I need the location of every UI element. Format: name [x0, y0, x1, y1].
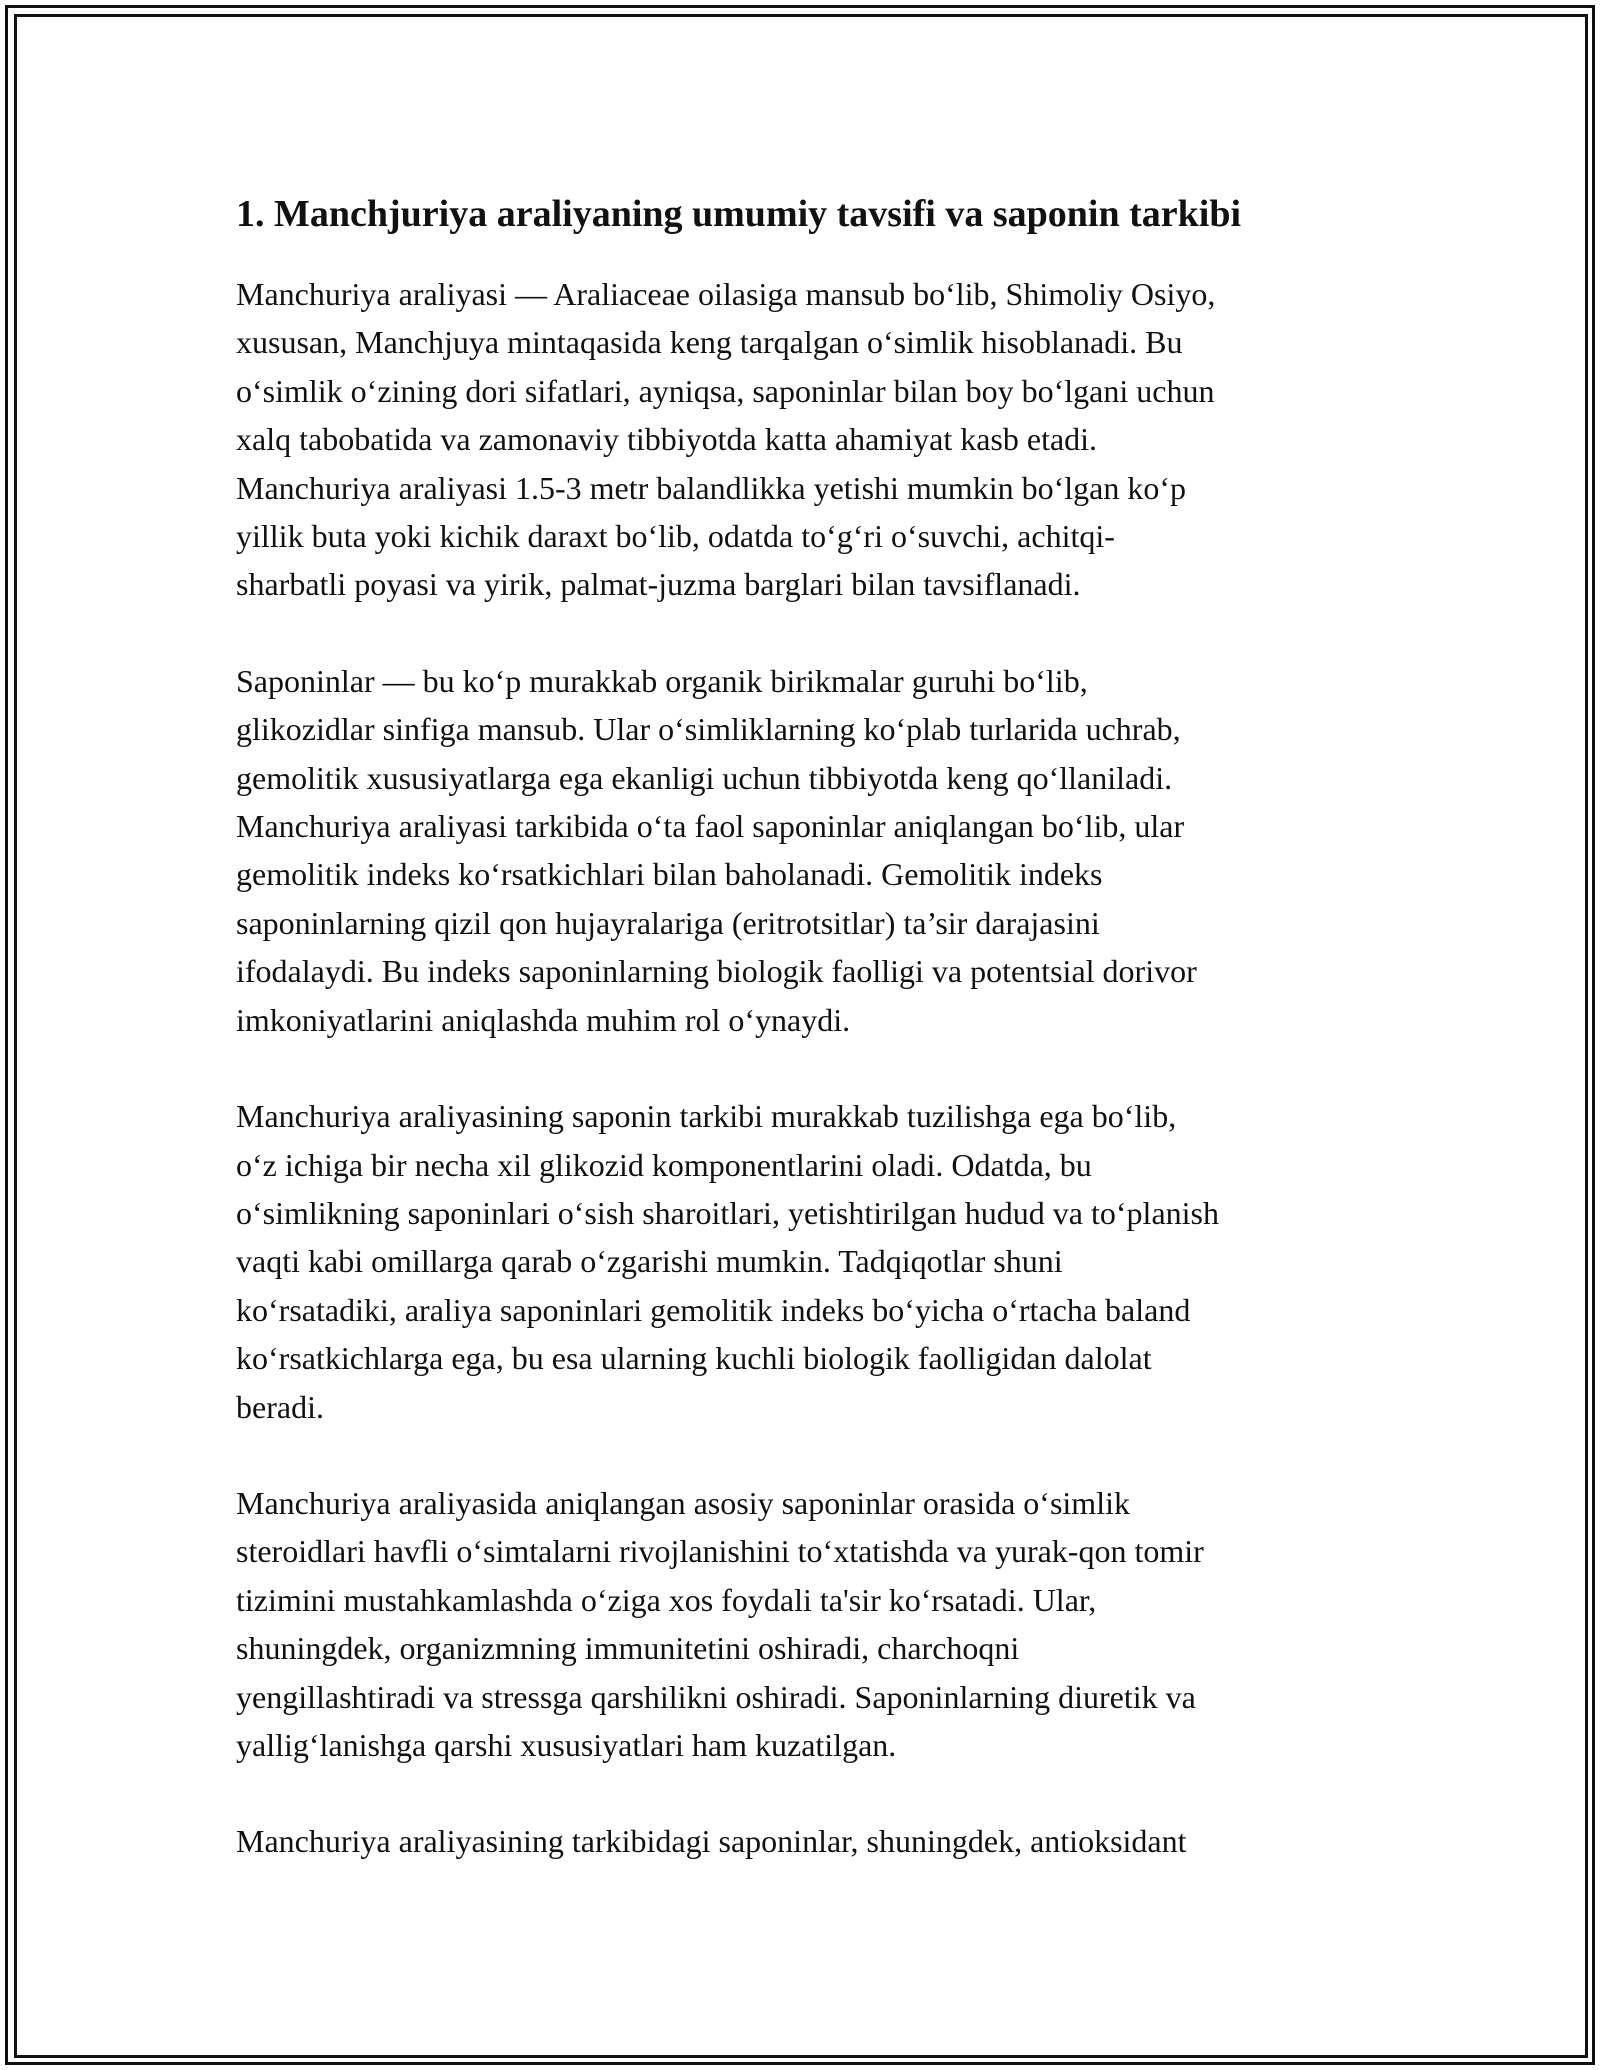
paragraph-line: xalq tabobatida va zamonaviy tibbiyotda katta ahamiyat kasb etadi. — [236, 421, 1098, 458]
paragraph-line: ko‘rsatadiki, araliya saponinlari gemolitik indeks bo‘yicha o‘rtacha baland — [236, 1291, 1191, 1328]
paragraph-line: Manchuriya araliyasida aniqlangan asosiy saponinlar orasida o‘simlik — [236, 1484, 1130, 1521]
paragraph-line: Saponinlar — bu ko‘p murakkab organik birikmalar guruhi bo‘lib, — [236, 662, 1088, 699]
paragraph-line: Manchuriya araliyasi — Araliaceae oilasiga mansub bo‘lib, Shimoliy Osiyo, — [236, 276, 1216, 312]
paragraph-line: imkoniyatlarini aniqlashda muhim rol o‘ynaydi. — [236, 1001, 851, 1038]
paragraph-line: Manchuriya araliyasi tarkibida o‘ta faol saponinlar aniqlangan bo‘lib, ular — [236, 808, 1185, 845]
paragraph-line: ko‘rsatkichlarga ega, bu esa ularning kuchli biologik faolligidan dalolat — [236, 1340, 1152, 1377]
paragraph-line: o‘simlikning saponinlari o‘sish sharoitlari, yetishtirilgan hudud va to‘planish — [236, 1194, 1219, 1231]
paragraph-line: gemolitik xususiyatlarga ega ekanligi uchun tibbiyotda keng qo‘llaniladi. — [236, 759, 1173, 796]
paragraph — [236, 657, 1371, 1044]
paragraph-line: Manchuriya araliyasi 1.5-3 metr balandlikka yetishi mumkin bo‘lgan ko‘p — [236, 469, 1186, 506]
paragraph — [236, 1817, 1371, 1865]
paragraph-line: Manchuriya araliyasining saponin tarkibi murakkab tuzilishga ega bo‘lib, — [236, 1098, 1177, 1135]
paragraph-line: saponinlarning qizil qon hujayralariga (eritrotsitlar) ta’sir darajasini — [236, 904, 1100, 941]
paragraph-line: gemolitik indeks ko‘rsatkichlari bilan baholanadi. Gemolitik indeks — [236, 856, 1103, 893]
paragraph — [236, 270, 1371, 609]
paragraph-line: vaqti kabi omillarga qarab o‘zgarishi mumkin. Tadqiqotlar shuni — [236, 1243, 1063, 1280]
paragraph-line: sharbatli poyasi va yirik, palmat-juzma barglari bilan tavsiflanadi. — [236, 566, 1081, 603]
paragraph — [236, 1092, 1371, 1431]
paragraph-line: o‘simlik o‘zining dori sifatlari, ayniqsa, saponinlar bilan boy bo‘lgani uchun — [236, 372, 1215, 409]
paragraph-line: ifodalaydi. Bu indeks saponinlarning biologik faolligi va potentsial dorivor — [236, 953, 1197, 990]
section-heading: 1. Manchjuriya araliyaning umumiy tavsifi va saponin tarkibi — [236, 193, 1242, 235]
document-body — [236, 182, 1371, 1866]
paragraph-line: yengillashtiradi va stressga qarshilikni oshiradi. Saponinlarning diuretik va — [236, 1678, 1196, 1715]
paragraph-line: o‘z ichiga bir necha xil glikozid komponentlarini oladi. Odatda, bu — [236, 1146, 1092, 1183]
paragraph — [236, 1479, 1371, 1769]
paragraph-line: glikozidlar sinfiga mansub. Ular o‘simliklarning ko‘plab turlarida uchrab, — [236, 711, 1181, 748]
paragraph-line: beradi. — [236, 1388, 324, 1425]
paragraph-line: xususan, Manchjuya mintaqasida keng tarqalgan o‘simlik hisoblanadi. Bu — [236, 324, 1183, 361]
paragraph-line: steroidlari havfli o‘simtalarni rivojlanishini to‘xtatishda va yurak-qon tomir — [236, 1533, 1204, 1570]
paragraph-line: yillik buta yoki kichik daraxt bo‘lib, odatda to‘g‘ri o‘suvchi, achitqi- — [236, 518, 1115, 555]
paragraph-line: tizimini mustahkamlashda o‘ziga xos foydali ta'sir ko‘rsatadi. Ular, — [236, 1581, 1097, 1618]
paragraph-list — [236, 270, 1371, 1866]
paragraph-line: Manchuriya araliyasining tarkibidagi saponinlar, shuningdek, antioksidant — [236, 1823, 1187, 1860]
paragraph-line: shuningdek, organizmning immunitetini oshiradi, charchoqni — [236, 1630, 1020, 1667]
paragraph-line: yallig‘lanishga qarshi xususiyatlari ham kuzatilgan. — [236, 1726, 897, 1763]
